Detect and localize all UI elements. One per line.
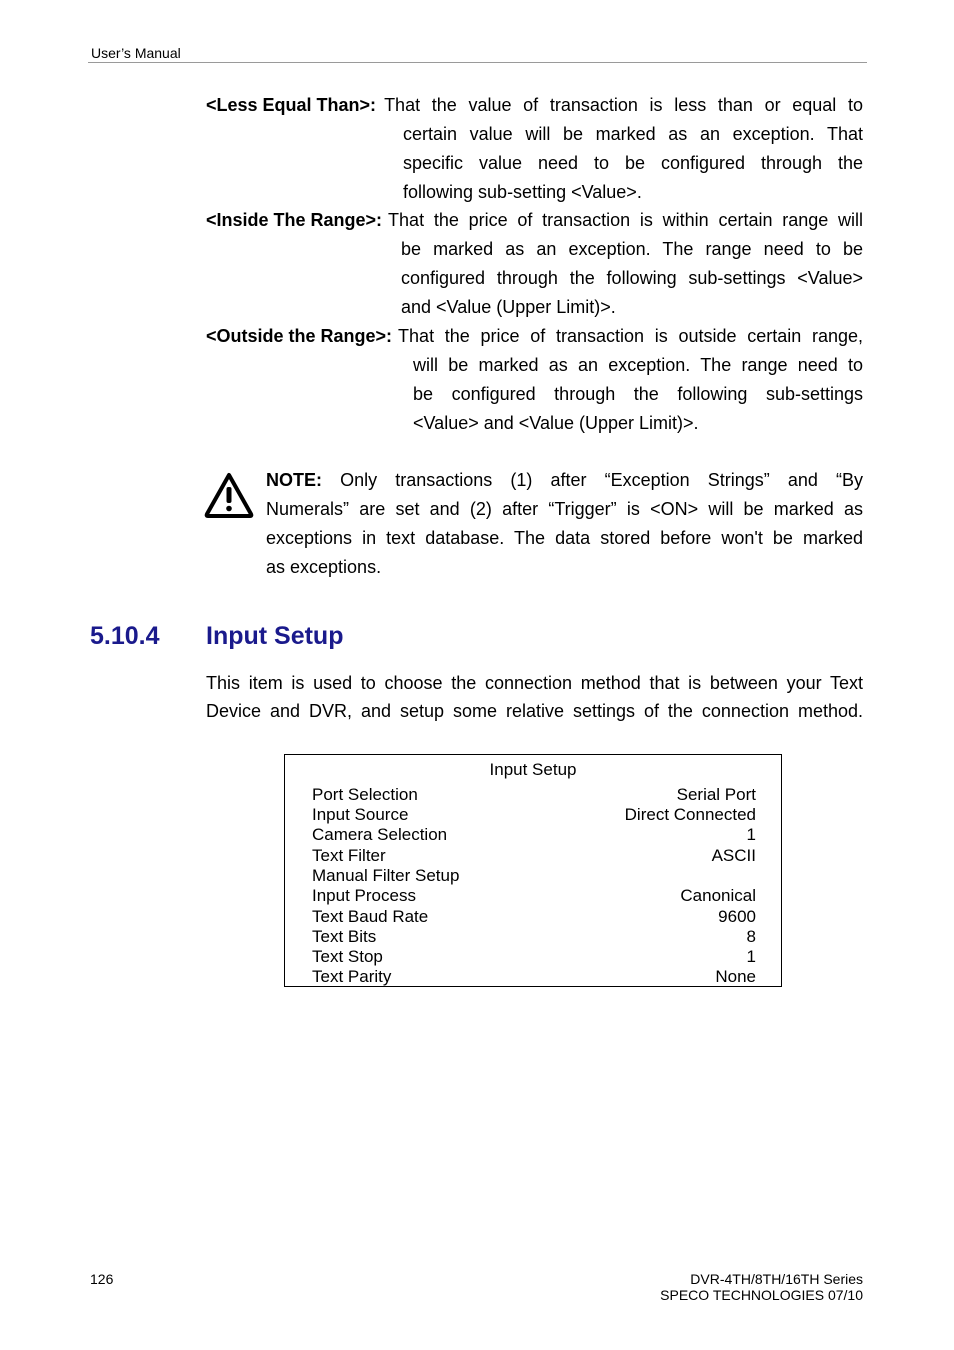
definition-line: following sub-setting <Value>. <box>403 182 642 202</box>
menu-row-value: Serial Port <box>676 785 756 804</box>
section-number: 5.10.4 <box>90 622 160 650</box>
menu-row-value: Direct Connected <box>624 805 756 824</box>
note-line: Numerals” are set and (2) after “Trigger” is <ON> will be marked as <box>266 499 863 519</box>
definition-line: be configured through the following sub-settings <box>413 384 863 404</box>
menu-row-value: ASCII <box>711 846 756 865</box>
note-line-text: Only transactions (1) after “Exception Strings” and “By <box>340 470 863 490</box>
definition-line: be marked as an exception. The range need to be <box>401 239 863 259</box>
menu-row-text-stop <box>312 947 756 967</box>
running-header: User’s Manual <box>91 45 181 61</box>
menu-row-camera-selection <box>312 825 756 845</box>
definition-inside-the-range <box>206 206 863 322</box>
menu-title: Input Setup <box>489 760 577 779</box>
definition-line: <Value> and <Value (Upper Limit)>. <box>413 413 699 433</box>
menu-row-label: Input Process <box>312 886 416 905</box>
definition-line: That the price of transaction is outside certain range, <box>398 326 863 346</box>
note-label: NOTE: <box>266 470 322 490</box>
definition-line: That the price of transaction is within certain range will <box>388 210 863 230</box>
page-number: 126 <box>90 1271 114 1287</box>
menu-row-value: 1 <box>746 947 756 966</box>
menu-row-port-selection <box>312 785 756 805</box>
menu-row-label: Text Stop <box>312 947 383 966</box>
menu-row-text-bits <box>312 927 756 947</box>
menu-row-label: Text Baud Rate <box>312 907 429 926</box>
note-line <box>266 466 863 495</box>
menu-row-label: Text Bits <box>312 927 377 946</box>
intro-line: This item is used to choose the connection method that is between your Text <box>206 673 863 693</box>
menu-row-label: Input Source <box>312 805 409 824</box>
menu-row-label: Text Parity <box>312 967 392 986</box>
menu-row-value: Canonical <box>680 886 756 905</box>
section-title: Input Setup <box>206 622 344 650</box>
footer-series: DVR-4TH/8TH/16TH Series <box>690 1271 863 1287</box>
definition-term: <Outside the Range>: <box>206 326 393 346</box>
menu-row-input-process <box>312 886 756 906</box>
definition-less-equal-than <box>206 91 863 207</box>
definition-line: That the value of transaction is less than or equal to <box>384 95 863 115</box>
definition-term: <Inside The Range>: <box>206 210 383 230</box>
definition-term: <Less Equal Than>: <box>206 95 377 115</box>
menu-row-value: None <box>715 967 756 986</box>
intro-line: Device and DVR, and setup some relative settings of the connection method. <box>206 701 863 721</box>
menu-row-value: 9600 <box>718 907 756 926</box>
menu-row-label: Text Filter <box>312 846 386 865</box>
menu-row-value: 8 <box>746 927 756 946</box>
definition-outside-the-range <box>206 322 863 438</box>
note-line: as exceptions. <box>266 557 382 577</box>
definition-line: will be marked as an exception. The range need to <box>413 355 863 375</box>
menu-row-label: Manual Filter Setup <box>312 866 460 885</box>
definition-line: configured through the following sub-settings <Value> <box>401 268 863 288</box>
menu-row-value: 1 <box>746 825 756 844</box>
footer-info <box>600 1271 863 1303</box>
header-rule <box>88 62 867 63</box>
menu-row-text-filter <box>312 846 756 866</box>
input-setup-menu <box>284 754 782 987</box>
note-block <box>266 466 863 582</box>
menu-row-label: Camera Selection <box>312 825 448 844</box>
intro-paragraph <box>206 669 863 725</box>
definition-line: specific value need to be configured through the <box>403 153 863 173</box>
menu-row-label: Port Selection <box>312 785 418 804</box>
menu-row-manual-filter-setup <box>312 866 756 886</box>
menu-row-input-source <box>312 805 756 825</box>
definition-line: certain value will be marked as an exception. That <box>403 124 863 144</box>
note-line: exceptions in text database. The data stored before won't be marked <box>266 528 863 548</box>
menu-row-text-parity <box>312 967 756 987</box>
definition-line: and <Value (Upper Limit)>. <box>401 297 616 317</box>
warning-icon <box>204 472 254 518</box>
footer-company: SPECO TECHNOLOGIES 07/10 <box>660 1287 863 1303</box>
menu-row-text-baud-rate <box>312 907 756 927</box>
